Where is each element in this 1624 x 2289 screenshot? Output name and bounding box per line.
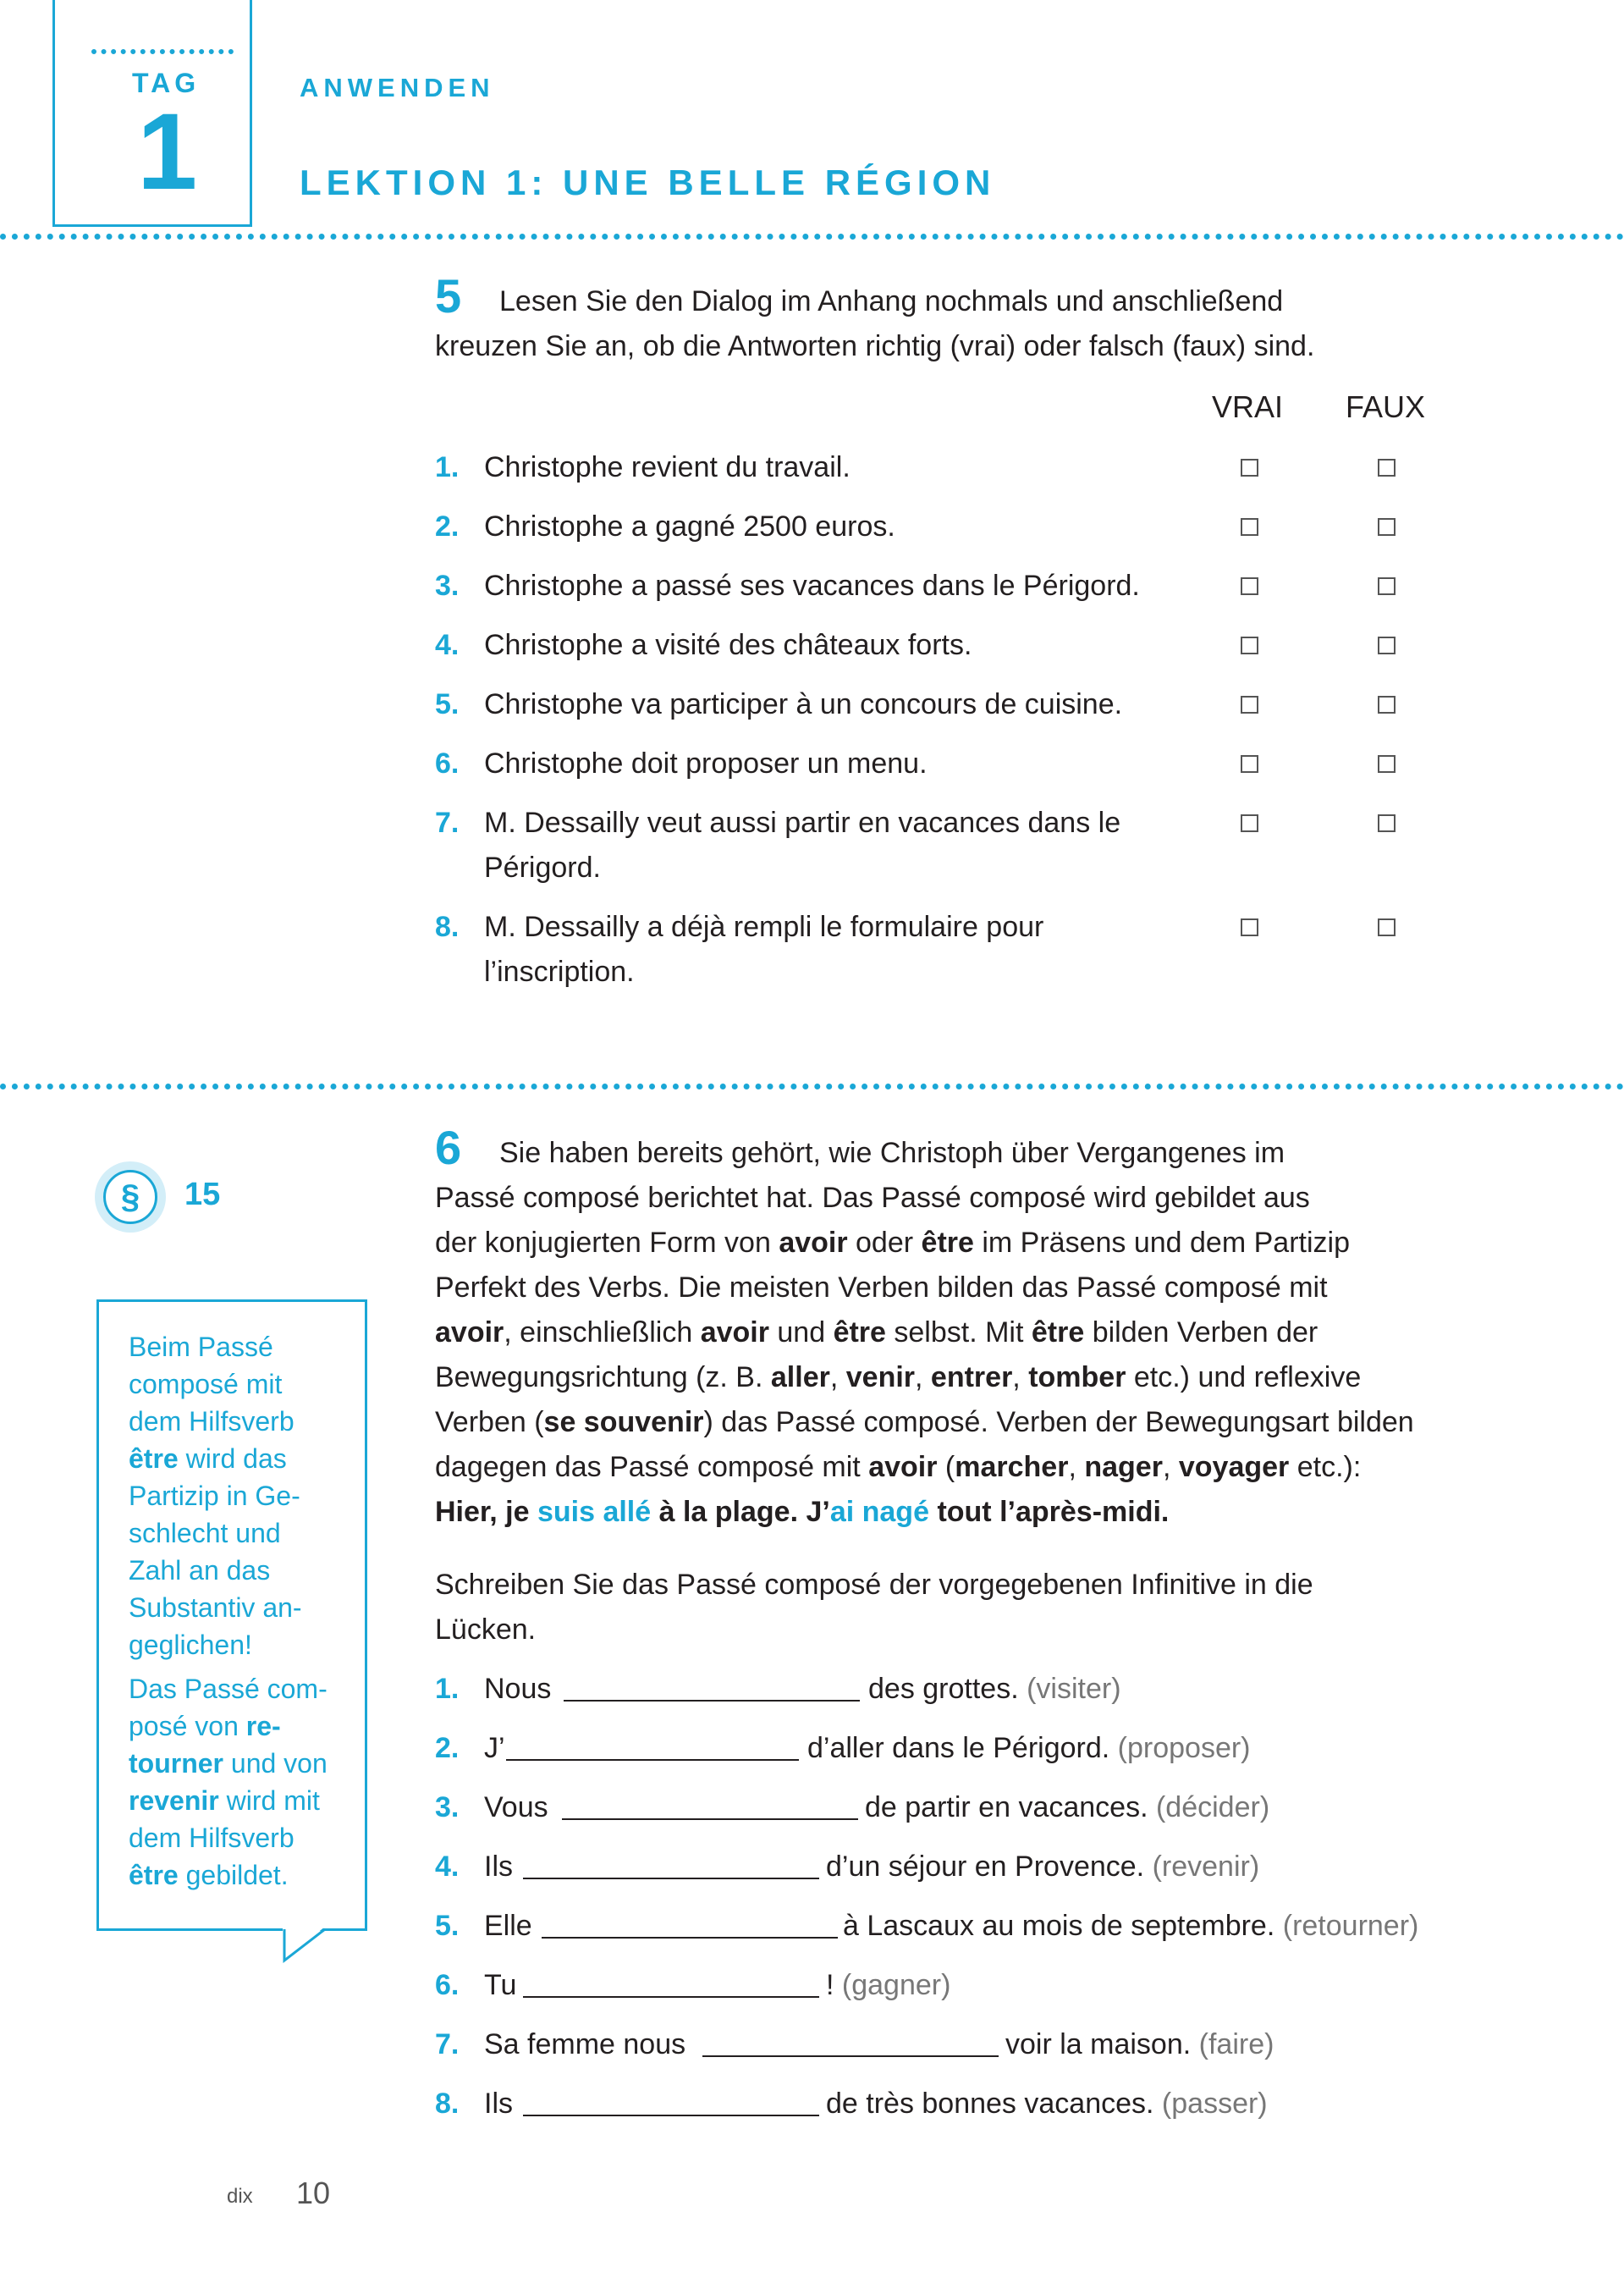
item-after bbox=[843, 1904, 1418, 1949]
item-before: J’ bbox=[484, 1732, 505, 1764]
tip-line: geglichen! bbox=[129, 1630, 252, 1660]
text-span: Verben ( bbox=[435, 1406, 544, 1438]
text-span: dagegen das Passé composé mit bbox=[435, 1451, 869, 1483]
answer-blank[interactable] bbox=[702, 2055, 999, 2057]
bold-word: se souvenir bbox=[543, 1406, 704, 1438]
item-before: Ils bbox=[484, 1851, 513, 1883]
tip-text-span: gebildet. bbox=[178, 1860, 289, 1890]
item-text-continued: Périgord. bbox=[484, 852, 601, 884]
text-span: im Präsens und dem Partizip bbox=[973, 1227, 1350, 1259]
item-after-text: ! bbox=[826, 1969, 834, 2001]
answer-blank[interactable] bbox=[542, 1937, 838, 1939]
text-span: , bbox=[915, 1361, 931, 1393]
text-span: oder bbox=[847, 1227, 922, 1259]
exercise-6-task-line2: Lücken. bbox=[435, 1613, 537, 1646]
infinitive-hint: (décider) bbox=[1155, 1791, 1270, 1823]
intro-line bbox=[435, 1400, 1414, 1445]
item-number: 2. bbox=[435, 510, 460, 543]
header-divider bbox=[0, 234, 1624, 240]
item-text: Christophe revient du travail. bbox=[484, 451, 851, 483]
tip-line bbox=[129, 1856, 357, 1895]
item-text: M. Dessailly veut aussi partir en vacances dans le bbox=[484, 807, 1121, 839]
answer-blank[interactable] bbox=[564, 1700, 860, 1702]
text-span: Bewegungsrichtung (z. B. bbox=[435, 1361, 771, 1393]
tip-line bbox=[129, 1745, 357, 1783]
column-header-faux: FAUX bbox=[1346, 389, 1426, 424]
item-text: Christophe a visité des châteaux forts. bbox=[484, 629, 972, 661]
tag-dotted-line bbox=[91, 49, 234, 54]
item-after bbox=[826, 1963, 950, 2008]
intro-line bbox=[435, 1355, 1361, 1400]
tag-label: TAG bbox=[132, 68, 201, 98]
item-after-text: de très bonnes vacances. bbox=[826, 2088, 1154, 2120]
tip-text-span: wird mit bbox=[218, 1785, 320, 1816]
item-after bbox=[826, 2082, 1268, 2126]
item-after-text: à Lascaux au mois de septembre. bbox=[843, 1910, 1275, 1942]
bold-word: nager bbox=[1084, 1451, 1163, 1483]
bold-word: tomber bbox=[1028, 1361, 1126, 1393]
faux-checkbox[interactable] bbox=[1378, 918, 1396, 936]
item-number: 6. bbox=[435, 747, 460, 780]
item-number: 3. bbox=[435, 570, 460, 602]
text-span: , bbox=[1012, 1361, 1029, 1393]
item-before: Vous bbox=[484, 1791, 548, 1823]
answer-blank[interactable] bbox=[523, 1996, 819, 1998]
text-span: und bbox=[768, 1316, 834, 1349]
item-text: Christophe a gagné 2500 euros. bbox=[484, 510, 895, 543]
bold-word: avoir bbox=[435, 1316, 504, 1349]
text-span: etc.): bbox=[1289, 1451, 1362, 1483]
infinitive-hint: (passer) bbox=[1161, 2088, 1268, 2120]
text-span: tout l’après-midi. bbox=[929, 1496, 1170, 1528]
item-after-text: d’aller dans le Périgord. bbox=[807, 1732, 1110, 1764]
tip-bold-word: être bbox=[129, 1860, 179, 1890]
item-after-text: des grottes. bbox=[868, 1673, 1019, 1705]
intro-line: Passé composé berichtet hat. Das Passé composé wird gebildet aus bbox=[435, 1182, 1310, 1214]
tip-line: schlecht und bbox=[129, 1518, 281, 1548]
item-number: 1. bbox=[435, 1673, 460, 1705]
item-before: Nous bbox=[484, 1673, 552, 1705]
page-number-word: dix bbox=[227, 2185, 253, 2208]
exercise-5-instruction-line1: Lesen Sie den Dialog im Anhang nochmals und anschließend bbox=[499, 285, 1284, 317]
vrai-checkbox[interactable] bbox=[1241, 637, 1258, 654]
bold-word: voyager bbox=[1178, 1451, 1290, 1483]
faux-checkbox[interactable] bbox=[1378, 755, 1396, 773]
item-text: Christophe va participer à un concours de cuisine. bbox=[484, 688, 1123, 720]
column-header-vrai: VRAI bbox=[1212, 389, 1284, 424]
infinitive-hint: (faire) bbox=[1198, 2028, 1274, 2060]
item-after-text: voir la maison. bbox=[1005, 2028, 1192, 2060]
infinitive-hint: (gagner) bbox=[841, 1969, 951, 2001]
example-sentence bbox=[435, 1490, 1169, 1535]
bold-word: être bbox=[833, 1316, 886, 1349]
text-span: bilden Verben der bbox=[1084, 1316, 1318, 1349]
intro-line bbox=[435, 1445, 1361, 1490]
item-number: 5. bbox=[435, 688, 460, 720]
section-label: ANWENDEN bbox=[300, 73, 495, 102]
tip-text-span: posé von bbox=[129, 1711, 246, 1741]
tip-line: Substantiv an- bbox=[129, 1592, 302, 1623]
infinitive-hint: (proposer) bbox=[1117, 1732, 1251, 1764]
tip-bold-word: revenir bbox=[129, 1785, 219, 1816]
bold-word: entrer bbox=[930, 1361, 1013, 1393]
item-text: Christophe a passé ses vacances dans le Périgord. bbox=[484, 570, 1140, 602]
item-after bbox=[826, 1845, 1259, 1889]
exercise-6-task-line1: Schreiben Sie das Passé composé der vorgegebenen Infinitive in die bbox=[435, 1569, 1313, 1601]
answer-blank[interactable] bbox=[523, 1878, 819, 1879]
tip-line: Das Passé com- bbox=[129, 1674, 328, 1704]
vrai-checkbox[interactable] bbox=[1241, 696, 1258, 714]
section-divider bbox=[0, 1084, 1624, 1089]
text-span: etc.) und reflexive bbox=[1126, 1361, 1362, 1393]
item-before: Sa femme nous bbox=[484, 2028, 686, 2060]
answer-blank[interactable] bbox=[506, 1759, 799, 1761]
item-number: 5. bbox=[435, 1910, 460, 1942]
intro-line bbox=[435, 1310, 1318, 1355]
highlighted-verb: ai nagé bbox=[829, 1496, 929, 1528]
faux-checkbox[interactable] bbox=[1378, 518, 1396, 536]
grammar-reference-badge bbox=[95, 1161, 166, 1233]
faux-checkbox[interactable] bbox=[1378, 459, 1396, 477]
vrai-checkbox[interactable] bbox=[1241, 814, 1258, 832]
tip-bold-word: re- bbox=[245, 1711, 281, 1741]
item-number: 6. bbox=[435, 1969, 460, 2001]
text-span: ) das Passé composé. Verben der Bewegungsart bilden bbox=[703, 1406, 1414, 1438]
grammar-reference-number: 15 bbox=[184, 1177, 221, 1212]
tip-text-span: wird das bbox=[178, 1443, 287, 1474]
text-span: , einschließlich bbox=[504, 1316, 701, 1349]
tip-line: Beim Passé bbox=[129, 1332, 273, 1362]
item-before: Tu bbox=[484, 1969, 517, 2001]
item-text: M. Dessailly a déjà rempli le formulaire pour bbox=[484, 911, 1044, 943]
faux-checkbox[interactable] bbox=[1378, 696, 1396, 714]
item-after bbox=[868, 1667, 1121, 1712]
tip-line: dem Hilfsverb bbox=[129, 1823, 295, 1853]
faux-checkbox[interactable] bbox=[1378, 637, 1396, 654]
vrai-checkbox[interactable] bbox=[1241, 577, 1258, 595]
bold-word: être bbox=[921, 1227, 974, 1259]
tag-number: 1 bbox=[137, 91, 198, 212]
infinitive-hint: (revenir) bbox=[1152, 1851, 1260, 1883]
item-before: Ils bbox=[484, 2088, 513, 2120]
item-after bbox=[1005, 2022, 1274, 2067]
tip-line: Zahl an das bbox=[129, 1555, 271, 1586]
item-number: 8. bbox=[435, 911, 460, 943]
item-after-text: d’un séjour en Provence. bbox=[826, 1851, 1145, 1883]
vrai-checkbox[interactable] bbox=[1241, 755, 1258, 773]
tip-line: Partizip in Ge- bbox=[129, 1481, 300, 1511]
answer-blank[interactable] bbox=[562, 1818, 858, 1820]
item-number: 4. bbox=[435, 629, 460, 661]
bold-word: avoir bbox=[779, 1227, 848, 1259]
faux-checkbox[interactable] bbox=[1378, 814, 1396, 832]
page-number: 10 bbox=[296, 2176, 331, 2210]
highlighted-verb: suis allé bbox=[537, 1496, 652, 1528]
intro-line bbox=[435, 1221, 1350, 1266]
tip-bold-word: être bbox=[129, 1443, 179, 1474]
item-text-continued: l’inscription. bbox=[484, 956, 635, 988]
tip-line bbox=[129, 1782, 357, 1820]
text-span: ( bbox=[937, 1451, 955, 1483]
bold-word: aller bbox=[770, 1361, 830, 1393]
intro-line: Sie haben bereits gehört, wie Christoph über Vergangenes im bbox=[499, 1137, 1285, 1169]
item-number: 2. bbox=[435, 1732, 460, 1764]
text-span: à la plage. J’ bbox=[651, 1496, 830, 1528]
tip-line bbox=[129, 1440, 357, 1478]
item-after bbox=[865, 1785, 1269, 1830]
tip-line: composé mit bbox=[129, 1369, 283, 1399]
text-span: , bbox=[829, 1361, 846, 1393]
text-span: selbst. Mit bbox=[885, 1316, 1032, 1349]
item-number: 4. bbox=[435, 1851, 460, 1883]
infinitive-hint: (visiter) bbox=[1027, 1673, 1121, 1705]
bold-word: avoir bbox=[700, 1316, 769, 1349]
tip-bold-word: tourner bbox=[129, 1748, 223, 1779]
text-span: , bbox=[1162, 1451, 1179, 1483]
bold-word: marcher bbox=[955, 1451, 1069, 1483]
lesson-title: LEKTION 1: UNE BELLE RÉGION bbox=[300, 163, 996, 202]
bold-word: venir bbox=[845, 1361, 916, 1393]
paragraph-icon: § bbox=[103, 1170, 157, 1224]
exercise-6-number: 6 bbox=[435, 1121, 462, 1174]
answer-blank[interactable] bbox=[523, 2115, 819, 2116]
item-number: 7. bbox=[435, 2028, 460, 2060]
exercise-5-instruction-line2: kreuzen Sie an, ob die Antworten richtig (vrai) oder falsch (faux) sind. bbox=[435, 330, 1315, 362]
tip-line bbox=[129, 1707, 357, 1746]
infinitive-hint: (retourner) bbox=[1282, 1910, 1419, 1942]
tip-text-span: und von bbox=[223, 1748, 328, 1779]
item-number: 3. bbox=[435, 1791, 460, 1823]
bold-word: être bbox=[1031, 1316, 1085, 1349]
vrai-checkbox[interactable] bbox=[1241, 459, 1258, 477]
item-text: Christophe doit proposer un menu. bbox=[484, 747, 928, 780]
exercise-5-number: 5 bbox=[435, 269, 462, 323]
item-number: 1. bbox=[435, 451, 460, 483]
item-after-text: de partir en vacances. bbox=[865, 1791, 1148, 1823]
item-number: 8. bbox=[435, 2088, 460, 2120]
faux-checkbox[interactable] bbox=[1378, 577, 1396, 595]
vrai-checkbox[interactable] bbox=[1241, 918, 1258, 936]
item-before: Elle bbox=[484, 1910, 532, 1942]
text-span: der konjugierten Form von bbox=[435, 1227, 779, 1259]
item-number: 7. bbox=[435, 807, 460, 839]
bold-word: avoir bbox=[868, 1451, 938, 1483]
item-after bbox=[807, 1726, 1251, 1771]
speech-bubble-tail bbox=[283, 1927, 330, 1964]
intro-line: Perfekt des Verbs. Die meisten Verben bilden das Passé composé mit bbox=[435, 1271, 1328, 1304]
tip-line: dem Hilfsverb bbox=[129, 1406, 295, 1437]
text-span: , bbox=[1068, 1451, 1085, 1483]
vrai-checkbox[interactable] bbox=[1241, 518, 1258, 536]
text-span: Hier, je bbox=[435, 1496, 537, 1528]
